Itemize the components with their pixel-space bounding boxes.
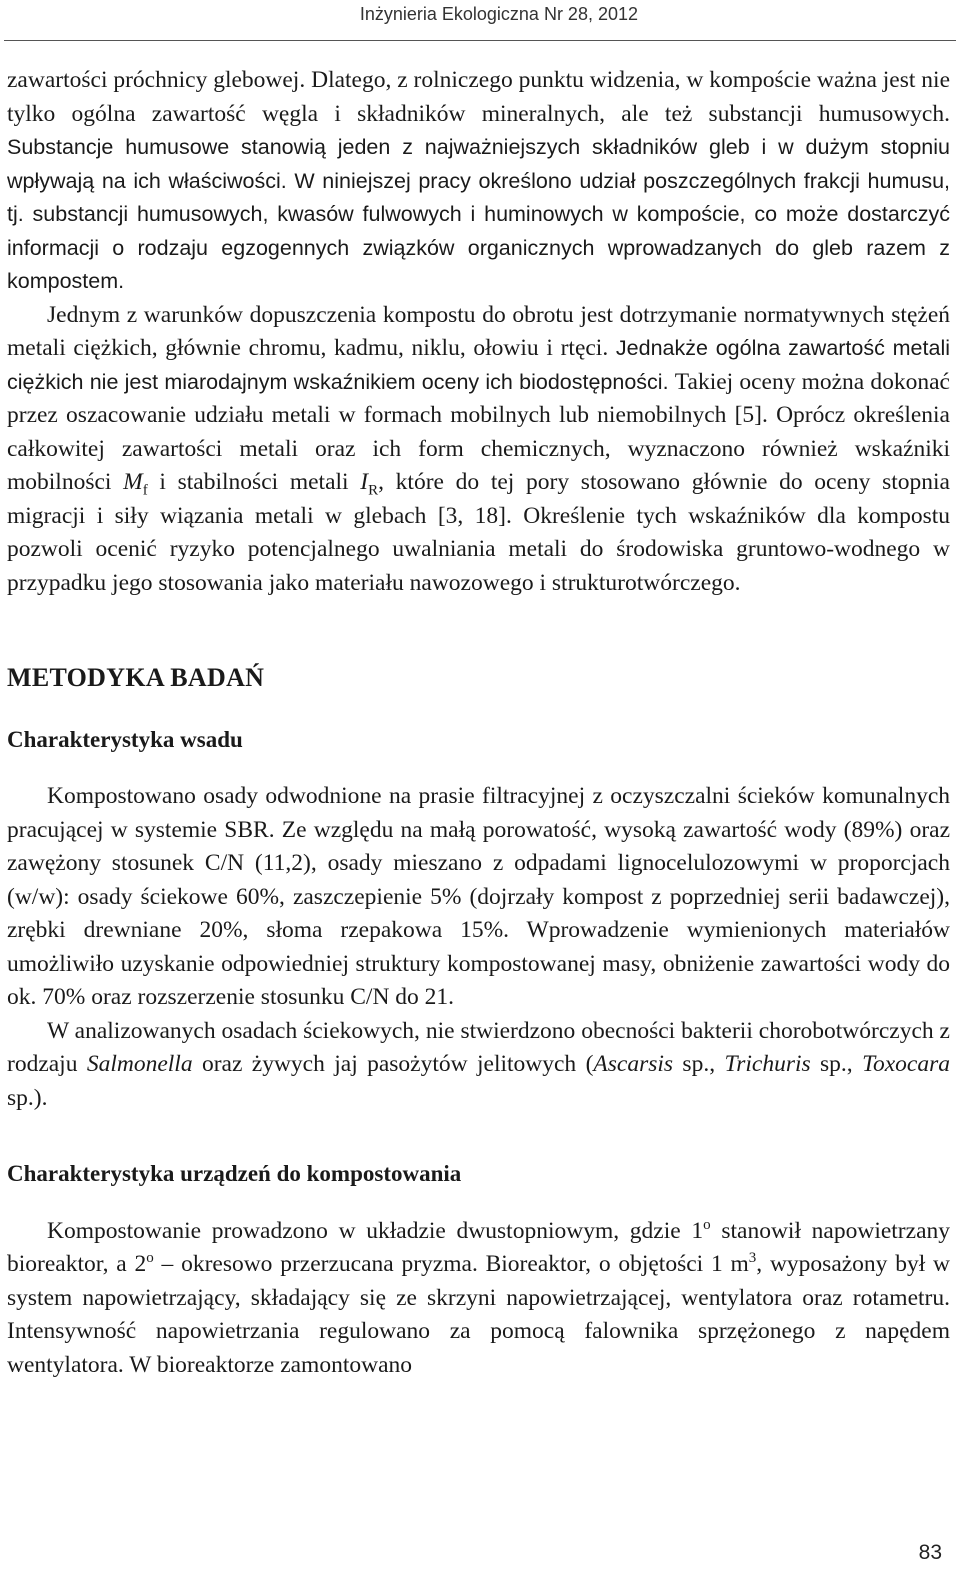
text-run: stanowił napowietrzany bioreaktor, a 2 (7, 1217, 950, 1277)
intro-paragraph-1 (7, 64, 950, 299)
superscript-o: o (703, 1216, 711, 1233)
taxon-trichuris: Trichuris (724, 1051, 811, 1077)
text-run: W analizowanych osadach ściekowych, nie stwierdzono obecności bakterii chorobotwórczych z rodzaju (7, 1017, 950, 1077)
text-run: i stabilności metali (147, 469, 361, 495)
text-run: Jednym z warunków dopuszczenia kompostu do obrotu jest dotrzymanie normatywnych stężeń metali ciężkich, głównie chromu, kadmu, niklu, ołowiu i rtęci. (7, 301, 950, 361)
article-body (7, 64, 950, 1382)
section-title: METODYKA BADAŃ (7, 663, 265, 692)
text-run: sp., (673, 1051, 725, 1077)
intro-paragraph-2 (7, 299, 950, 601)
text-run: sp., (810, 1051, 863, 1077)
taxon-salmonella: Salmonella (86, 1051, 193, 1077)
text-run: Takiej oceny można dokonać przez oszacowanie udziału metali w formach mobilnych lub niemobilnych [5]. Oprócz określenia całkowitej zawartości metali oraz ich form chemicznych, wyznaczono również wskaźniki mobilności (7, 368, 950, 495)
text-run: Kompostowanie prowadzono w układzie dwustopniowym, gdzie 1 (47, 1217, 704, 1244)
text-run: zawartości próchnicy glebowej. Dlatego, z rolniczego punktu widzenia, w kompoście ważna jest nie tylko ogólna zawartość węgla i składników mineralnych, ale też substancji humusowych. (7, 67, 950, 127)
taxon-toxocara: Toxocara (862, 1051, 950, 1077)
header-rule (4, 40, 956, 41)
text-run: – okresowo przerzucana pryzma. Bioreaktor, o objętości 1 m (153, 1251, 749, 1277)
text-run: Jednakże ogólna zawartość metali ciężkich nie jest miarodajnym wskaźnikiem oceny ich biodostępności. (7, 336, 950, 394)
text-run: sp.). (7, 1084, 48, 1111)
taxon-ascarsis: Ascarsis (593, 1051, 674, 1077)
sub1-paragraph-2 (7, 1015, 950, 1116)
text-run: oraz żywych jaj pasożytów jelitowych ( (192, 1051, 594, 1077)
page-number: 83 (918, 1541, 942, 1564)
running-head: Inżynieria Ekologiczna Nr 28, 2012 (359, 4, 638, 24)
superscript-3: 3 (748, 1250, 757, 1267)
text-run: Substancje humusowe stanowią jeden z najważniejszych składników gleb i w dużym stopniu wpływają na ich właściwości. W niniejszej pracy określono udział poszczególnych frakcji humusu, tj. substancji humusowych, kwasów fulwowych i huminowych w kompoście, co może dostarczyć informacji o rodzaju egzogennych związków organicznych wprowadzanych do gleb razem z kompostem. (7, 135, 950, 293)
subscript-r: R (368, 482, 379, 499)
text-run: Ze względu na małą porowatość, wysoką zawartość wody (89%) oraz zawężony stosunek C/N (11,2), osady mieszano z odpadami lignocelulozowymi w proporcjach (w/w): osady ściekowe 60%, zaszczepienie 5% (dojrzały kompost z poprzedniej serii badawczej), zrębki drewniane 20%, słoma rzepakowa 15%. Wprowadzenie wymienionych materiałów umożliwiło uzyskanie odpowiedniej struktury kompostowanej masy, obniżenie zawartości wody do ok. 70% oraz rozszerzenie stosunku C/N do 21. (7, 816, 951, 1010)
subsection-title-2: Charakterystyka urządzeń do kompostowania (7, 1161, 462, 1186)
symbol-i: I (360, 469, 369, 495)
superscript-o: o (146, 1250, 154, 1267)
text-run: Kompostowano osady odwodnione na prasie filtracyjnej z oczyszczalni ścieków komunalnych pracującej w systemie SBR. (7, 783, 950, 843)
subscript-f: f (142, 482, 148, 499)
sub1-paragraph-1 (7, 780, 950, 1015)
text-run: , wyposażony był w system napowietrzający, składający się ze skrzyni napowietrzającej, wentylatora oraz rotametru. Intensywność napowietrzania regulowano za pomocą falownika sprzężonego z napędem wentylatora. W bioreaktorze zamontowano (7, 1251, 950, 1378)
subsection-title-1: Charakterystyka wsadu (7, 726, 243, 752)
text-run: , które do tej pory stosowano głównie do oceny stopnia migracji i siły wiązania metali w glebach [3, 18]. Określenie tych wskaźników dla kompostu pozwoli ocenić ryzyko potencjalnego uwalniania metali do środowiska gruntowo-wodnego w przypadku jego stosowania jako materiału nawozowego i strukturotwórczego. (7, 469, 950, 596)
sub2-paragraph-1 (7, 1215, 950, 1383)
symbol-m: M (123, 469, 143, 495)
